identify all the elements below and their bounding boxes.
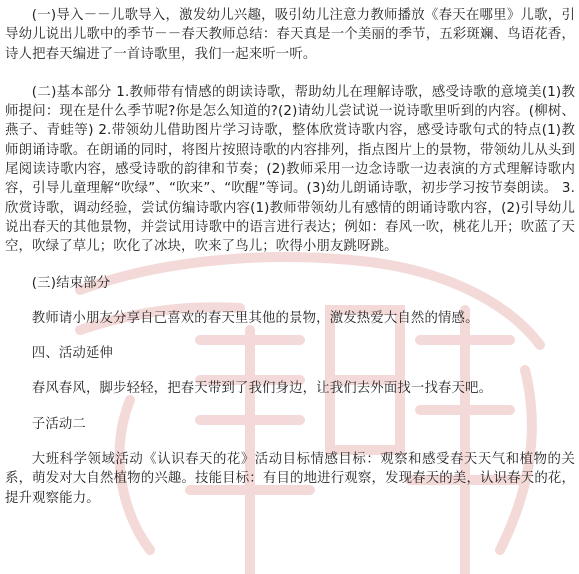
document-body: [5, 6, 575, 508]
extension-body: 春风春风，脚步轻轻，把春天带到了我们身边，让我们去外面找一找春天吧。: [31, 381, 493, 397]
ending-section-body: 教师请小朋友分享自己喜欢的春天里其他的景物，激发热爱大自然的情感。: [31, 310, 479, 326]
sub-activity-heading: 子活动二: [31, 416, 86, 432]
science-activity-paragraph: 大班科学领域活动《认识春天的花》活动目标情感目标：观察和感受春天天气和植物的关系，萌发对大自然植物的兴趣。技能目标：有目的地进行观察，发现春天的美，认识春天的花，提升观察能力。: [5, 452, 575, 506]
basic-section-paragraph: (二)基本部分 1.教师带有情感的朗读诗歌，帮助幼儿在理解诗歌，感受诗歌的意境美(1)教师提问：现在是什么季节呢?你是怎么知道的?(2)请幼儿尝试说一说诗歌里听到的内容。(柳树、燕子、青蛙等) 2.带领幼儿借助图片学习诗歌，整体欣赏诗歌内容，感受诗歌句式的特点(1)教师朗诵诗歌。在朗诵的同时，将图片按照诗歌的内容排列，指点图片上的景物，带领幼儿从头到尾阅读诗歌内容，感受诗歌的韵律和节奏；(2)教师采用一边念诗歌一边表演的方式理解诗歌内容，引导儿童理解“吹绿”、“吹来”、“吹醒”等词。(3)幼儿朗诵诗歌，初步学习按节奏朗读。 3.欣赏诗歌，调动经验，尝试仿编诗歌内容(1)教师带领幼儿有感情的朗诵诗歌内容，(2)引导幼儿说出春天的其他景物，并尝试用诗歌中的语言进行表达；例如：春风一吹，桃花儿开；吹蓝了天空，吹绿了草儿；吹化了冰块，吹来了鸟儿；吹得小朋友跳呀跳。: [5, 84, 575, 255]
ending-section-heading: (三)结束部分: [31, 275, 111, 291]
intro-paragraph: (一)导入－－儿歌导入，激发幼儿兴趣，吸引幼儿注意力教师播放《春天在哪里》儿歌，引导幼儿说出儿歌中的季节－－春天教师总结：春天真是一个美丽的季节，五彩斑斓、鸟语花香，诗人把春天编进了一首诗歌里，我们一起来听一听。: [5, 8, 575, 62]
extension-heading: 四、活动延伸: [31, 346, 114, 362]
